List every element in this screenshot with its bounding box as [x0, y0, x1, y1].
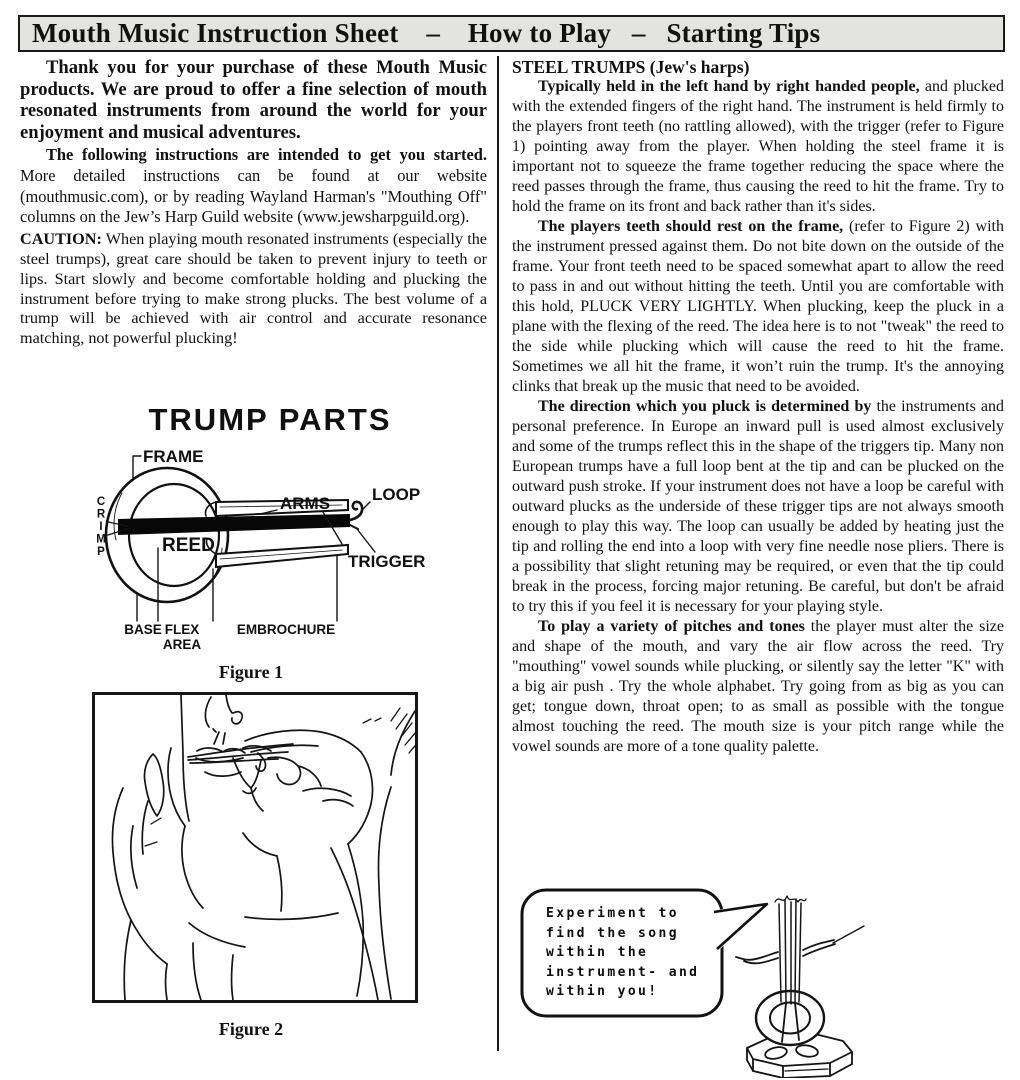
bubble-line-5: within you! — [546, 984, 659, 999]
instructions-paragraph — [20, 145, 487, 228]
sheet-header-banner — [18, 15, 1005, 52]
instructions-lead-text: The following instructions are intended to get you started. — [46, 145, 487, 164]
label-arms: ARMS — [280, 494, 331, 513]
column-divider — [497, 56, 499, 1051]
mascot-line-art — [736, 896, 864, 1078]
left-column — [20, 57, 487, 349]
caution-body-text: When playing mouth resonated instruments (especially the steel trumps), great care should be taken to prevent injury to teeth or lips. Start slowly and become comfortable holding and plucking the instrument before trying to make strong plucks. The best volume of a trump will be achieved with air control and accurate resonance matching, not powerful plucking! — [20, 230, 487, 348]
teeth-body-text: (refer to Figure 2) with the instrument pressed against them. Do not bite down on the outside of the frame. Your front teeth need to be spaced somewhat apart to allow the reed to pass in and out without hitting the teeth. Until you are comfortable with this hold, PLUCK VERY LIGHTLY. When plucking, keep the pluck in a plane with the flexing of the reed. The idea here is to not "tweak" the reed to the side while plucking which will cause the reed to hit the frame. Sometimes we all hit the frame, it won’t ruin the trump. It's the annoying clinks that break up the music that need to be avoided. — [512, 218, 1004, 395]
steel-trumps-heading: STEEL TRUMPS (Jew's harps) — [512, 57, 750, 77]
label-crimp-i: I — [99, 521, 103, 533]
bubble-line-3: within the — [546, 945, 649, 960]
pluck-direction-paragraph — [512, 397, 1004, 617]
caution-lead-text: CAUTION: — [20, 230, 102, 249]
figure2-line-art — [112, 695, 415, 1000]
bubble-line-1: Experiment to — [546, 906, 679, 921]
teeth-lead-text: The players teeth should rest on the frame, — [538, 218, 844, 235]
figure2-frame — [92, 692, 418, 1003]
pitches-body-text: the player must alter the size and shape of the mouth, and vary the air flow across the reed. Try "mouthing" vowel sounds while plucking, or silently say the letter "K" with a big air push . Try the whole alphabet. Try going from as big as you can get; tongue down, throat open; to as small as possible with the tongue almost touching the reed. The mouth size is your pitch range while the vowel sounds are more of a tone quality palette. — [512, 618, 1005, 755]
bubble-line-4: instrument- and — [546, 964, 700, 980]
label-flex-area: AREA — [162, 637, 202, 652]
pluck-direction-lead-text: The direction which you pluck is determined by — [538, 398, 872, 415]
pitches-paragraph — [512, 617, 1004, 757]
label-flex: FLEX — [164, 622, 200, 637]
label-base: BASE — [124, 622, 162, 637]
holding-body-text: and plucked with the extended fingers of the right hand. The instrument is held firmly to the players front teeth (no rattling allowed), with the trigger (refer to Figure 1) pointing away from the player. When holding the steel frame it is important not to squeeze the frame together reducing the space where the reed passes through the frame, thus causing the reed to hit the frame. Try to hold the frame on its front and back rather than it's sides. — [512, 78, 1005, 215]
figure2-hands-sketch — [95, 695, 415, 1000]
holding-paragraph — [512, 77, 1004, 217]
holding-lead-text: Typically held in the left hand by right handed people, — [538, 78, 920, 95]
label-reed: REED — [162, 535, 215, 556]
teeth-paragraph — [512, 217, 1004, 397]
label-trigger: TRIGGER — [348, 552, 426, 571]
label-loop: LOOP — [372, 485, 421, 504]
trump-mascot-drawing — [733, 890, 908, 1078]
label-crimp-p: P — [97, 546, 105, 558]
caution-paragraph — [20, 230, 487, 349]
bubble-line-2: find the song — [546, 925, 679, 941]
label-crimp-c: C — [96, 496, 106, 508]
label-embrochure: EMBROCHURE — [236, 622, 336, 637]
pluck-direction-body-text: the instruments and personal preference. In Europe an inward pull is used almost exclusively and some of the trumps reflect this in the shape of the triggers tip. Many non European trumps have a full loop bent at the tip and can be plucked on the outward push stroke. If your instrument does not have a loop be careful with outward plucks as the underside of these trigger tips are not always smooth enough to play this way. The loop can usually be added by heating just the tip and rolling the end into a loop with very fine needle nose pliers. There is a possibility that slight retuning may be required, or even that the tip could break in the process, forcing major retuning. Be careful, but don't be afraid to try this if you feel it is necessary for your playing style. — [512, 398, 1005, 615]
page-title: Mouth Music Instruction Sheet – How to Play – Starting Tips — [32, 18, 821, 48]
intro-paragraph: Thank you for your purchase of these Mouth Music products. We are proud to offer a fine selection of mouth resonated instruments from around the world for your enjoyment and musical adventures. — [20, 57, 487, 143]
figure2-caption: Figure 2 — [218, 1019, 284, 1039]
pitches-lead-text: To play a variety of pitches and tones — [538, 618, 805, 635]
label-crimp-m: M — [96, 533, 106, 546]
trump-loop-drawing — [350, 502, 362, 520]
figure1-trump-parts-diagram — [70, 398, 480, 660]
diagram-title: TRUMP PARTS — [148, 402, 392, 437]
label-crimp-r: R — [96, 508, 106, 521]
speech-bubble-text — [546, 904, 716, 1002]
label-frame: FRAME — [143, 447, 204, 466]
right-column — [512, 57, 1004, 757]
figure1-caption: Figure 1 — [218, 662, 284, 682]
instructions-body-text: More detailed instructions can be found at our website (mouthmusic.com), or by reading Wayland Harman's "Mouthing Off" columns on the Jew’s Harp Guild website (www.jewsharpguild.org). — [20, 165, 487, 227]
